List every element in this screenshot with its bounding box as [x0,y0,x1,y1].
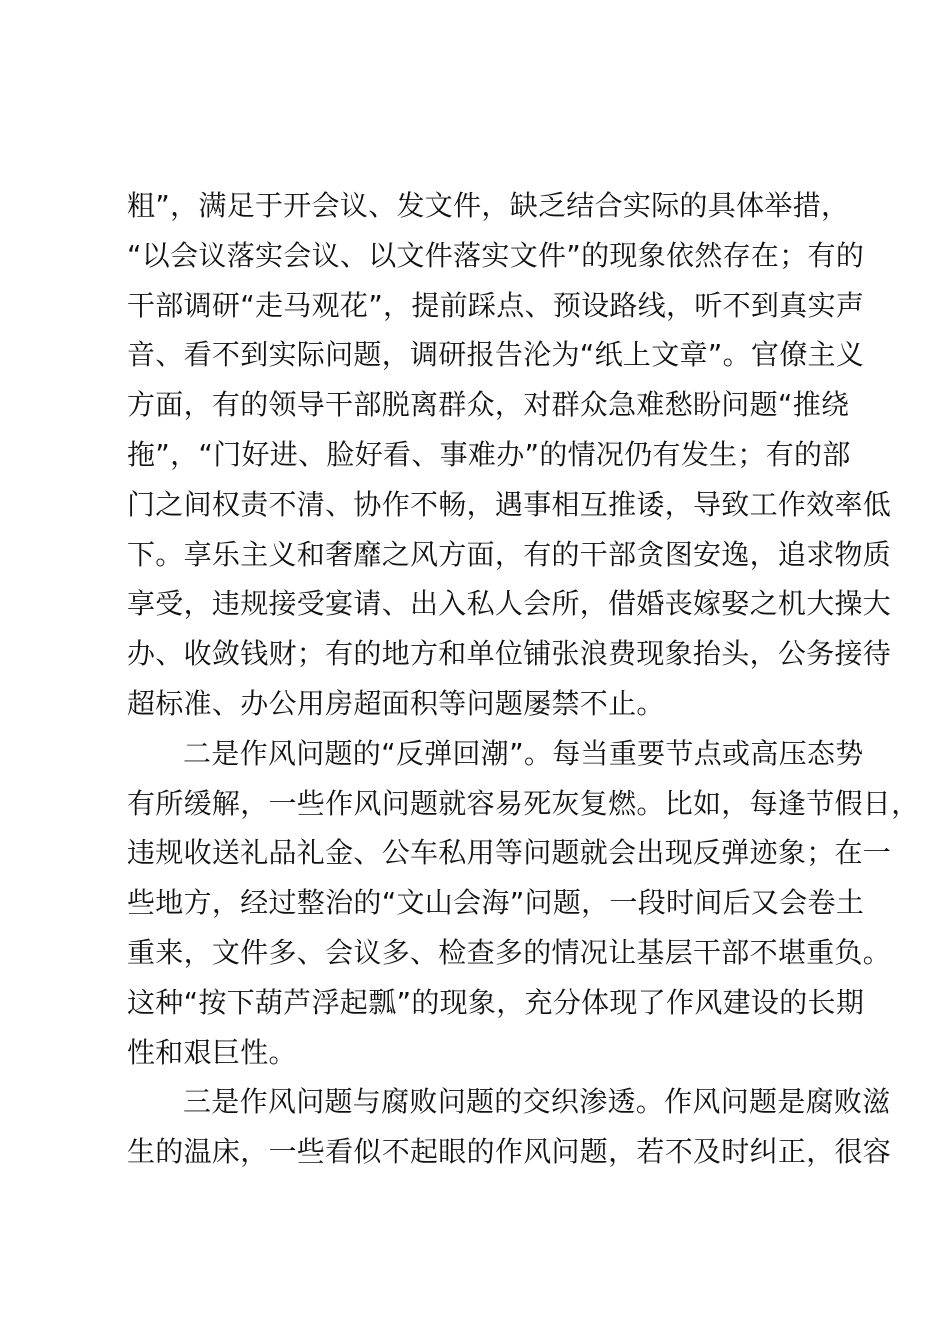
document-body [127,181,920,1177]
text-line: 性和艰巨性。 [127,1035,297,1069]
paragraph-start-line: 二是作风问题的“反弹回潮”。每当重要节点或高压态势 [183,736,864,770]
text-line: 违规收送礼品礼金、公车私用等问题就会出现反弹迹象；在一 [127,836,892,870]
text-line: 这种“按下葫芦浮起瓢”的现象，充分体现了作风建设的长期 [127,985,865,1019]
text-line: 音、看不到实际问题，调研报告沦为“纸上文章”。官僚主义 [127,338,865,372]
text-line: 重来，文件多、会议多、检查多的情况让基层干部不堪重负。 [127,935,892,969]
text-line: 干部调研“走马观花”，提前踩点、预设路线，听不到真实声 [127,288,865,322]
text-line: 方面，有的领导干部脱离群众，对群众急难愁盼问题“推绕 [127,388,850,422]
text-line: 超标准、办公用房超面积等问题屡禁不止。 [127,686,665,720]
text-line: 下。享乐主义和奢靡之风方面，有的干部贪图安逸，追求物质 [127,537,892,571]
text-line: 享受，违规接受宴请、出入私人会所，借婚丧嫁娶之机大操大 [127,587,892,621]
text-line: 拖”，“门好进、脸好看、事难办”的情况仍有发生；有的部 [127,437,851,471]
text-line: 门之间权责不清、协作不畅，遇事相互推诿，导致工作效率低 [127,487,892,521]
text-line: “以会议落实会议、以文件落实文件”的现象依然存在；有的 [127,238,865,272]
text-line: 办、收敛钱财；有的地方和单位铺张浪费现象抬头，公务接待 [127,637,892,671]
text-line: 些地方，经过整治的“文山会海”问题，一段时间后又会卷土 [127,886,865,920]
text-line: 粗”，满足于开会议、发文件，缺乏结合实际的具体举措， [127,189,850,222]
paragraph-start-line: 三是作风问题与腐败问题的交织渗透。作风问题是腐败滋 [183,1085,891,1119]
text-line: 有所缓解，一些作风问题就容易死灰复燃。比如，每逢节假日， [127,786,920,820]
text-line: 生的温床，一些看似不起眼的作风问题，若不及时纠正，很容 [127,1135,892,1169]
